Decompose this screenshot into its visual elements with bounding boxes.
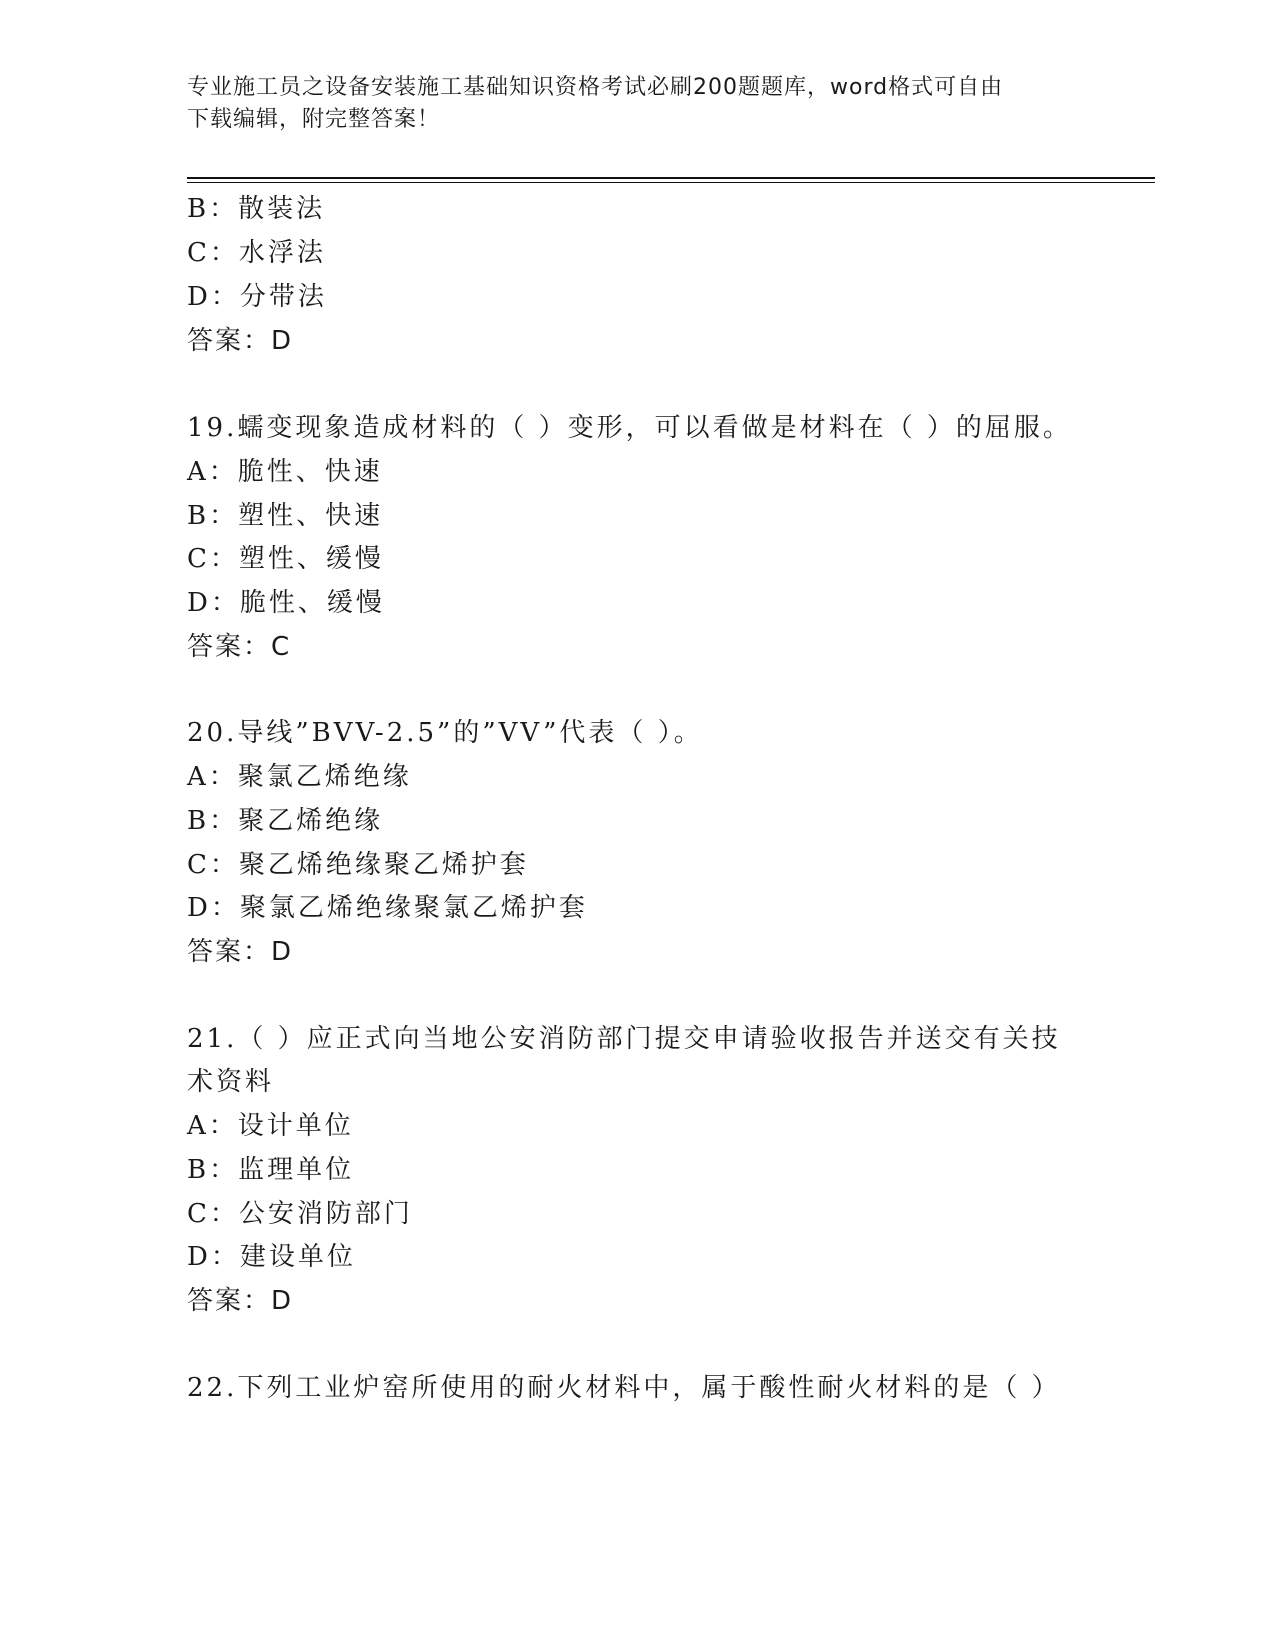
q19-option-c: C：塑性、缓慢 [187, 544, 384, 574]
q22-stem: 22.下列工业炉窑所使用的耐火材料中，属于酸性耐火材料的是（ ） [187, 1373, 1061, 1403]
header-divider-thin [187, 182, 1155, 183]
q21-option-b: B：监理单位 [187, 1155, 355, 1185]
q20-stem: 20.导线”BVV-2.5”的”VV”代表（ ）。 [187, 718, 703, 748]
q21-answer: 答案：D [187, 1286, 294, 1316]
q20-option-a: A：聚氯乙烯绝缘 [187, 762, 412, 792]
q21-option-c: C：公安消防部门 [187, 1199, 413, 1229]
header-divider-thick [187, 177, 1155, 179]
header-line-1: 专业施工员之设备安装施工基础知识资格考试必刷200题题库，word格式可自由 [187, 75, 1004, 100]
q19-option-b: B：塑性、快速 [187, 501, 384, 531]
q18-option-b: B：散装法 [187, 194, 326, 224]
header-line-2: 下载编辑，附完整答案！ [187, 107, 441, 132]
q19-answer: 答案：C [187, 632, 292, 662]
q21-option-d: D：建设单位 [187, 1242, 356, 1272]
q20-option-c: C：聚乙烯绝缘聚乙烯护套 [187, 850, 529, 880]
q20-option-d: D：聚氯乙烯绝缘聚氯乙烯护套 [187, 893, 588, 923]
q18-answer: 答案：D [187, 326, 294, 356]
q21-stem-line-2: 术资料 [187, 1067, 275, 1097]
q18-option-c: C：水浮法 [187, 238, 326, 268]
q19-stem: 19.蠕变现象造成材料的（ ）变形，可以看做是材料在（ ）的屈服。 [187, 413, 1072, 443]
q19-option-d: D：脆性、缓慢 [187, 588, 385, 618]
q21-stem-line-1: 21.（ ）应正式向当地公安消防部门提交申请验收报告并送交有关技 [187, 1024, 1061, 1054]
q21-option-a: A：设计单位 [187, 1111, 354, 1141]
q18-option-d: D：分带法 [187, 282, 327, 312]
q19-option-a: A：脆性、快速 [187, 457, 383, 487]
q20-option-b: B：聚乙烯绝缘 [187, 806, 384, 836]
q20-answer: 答案：D [187, 937, 294, 967]
document-header [187, 72, 1067, 136]
